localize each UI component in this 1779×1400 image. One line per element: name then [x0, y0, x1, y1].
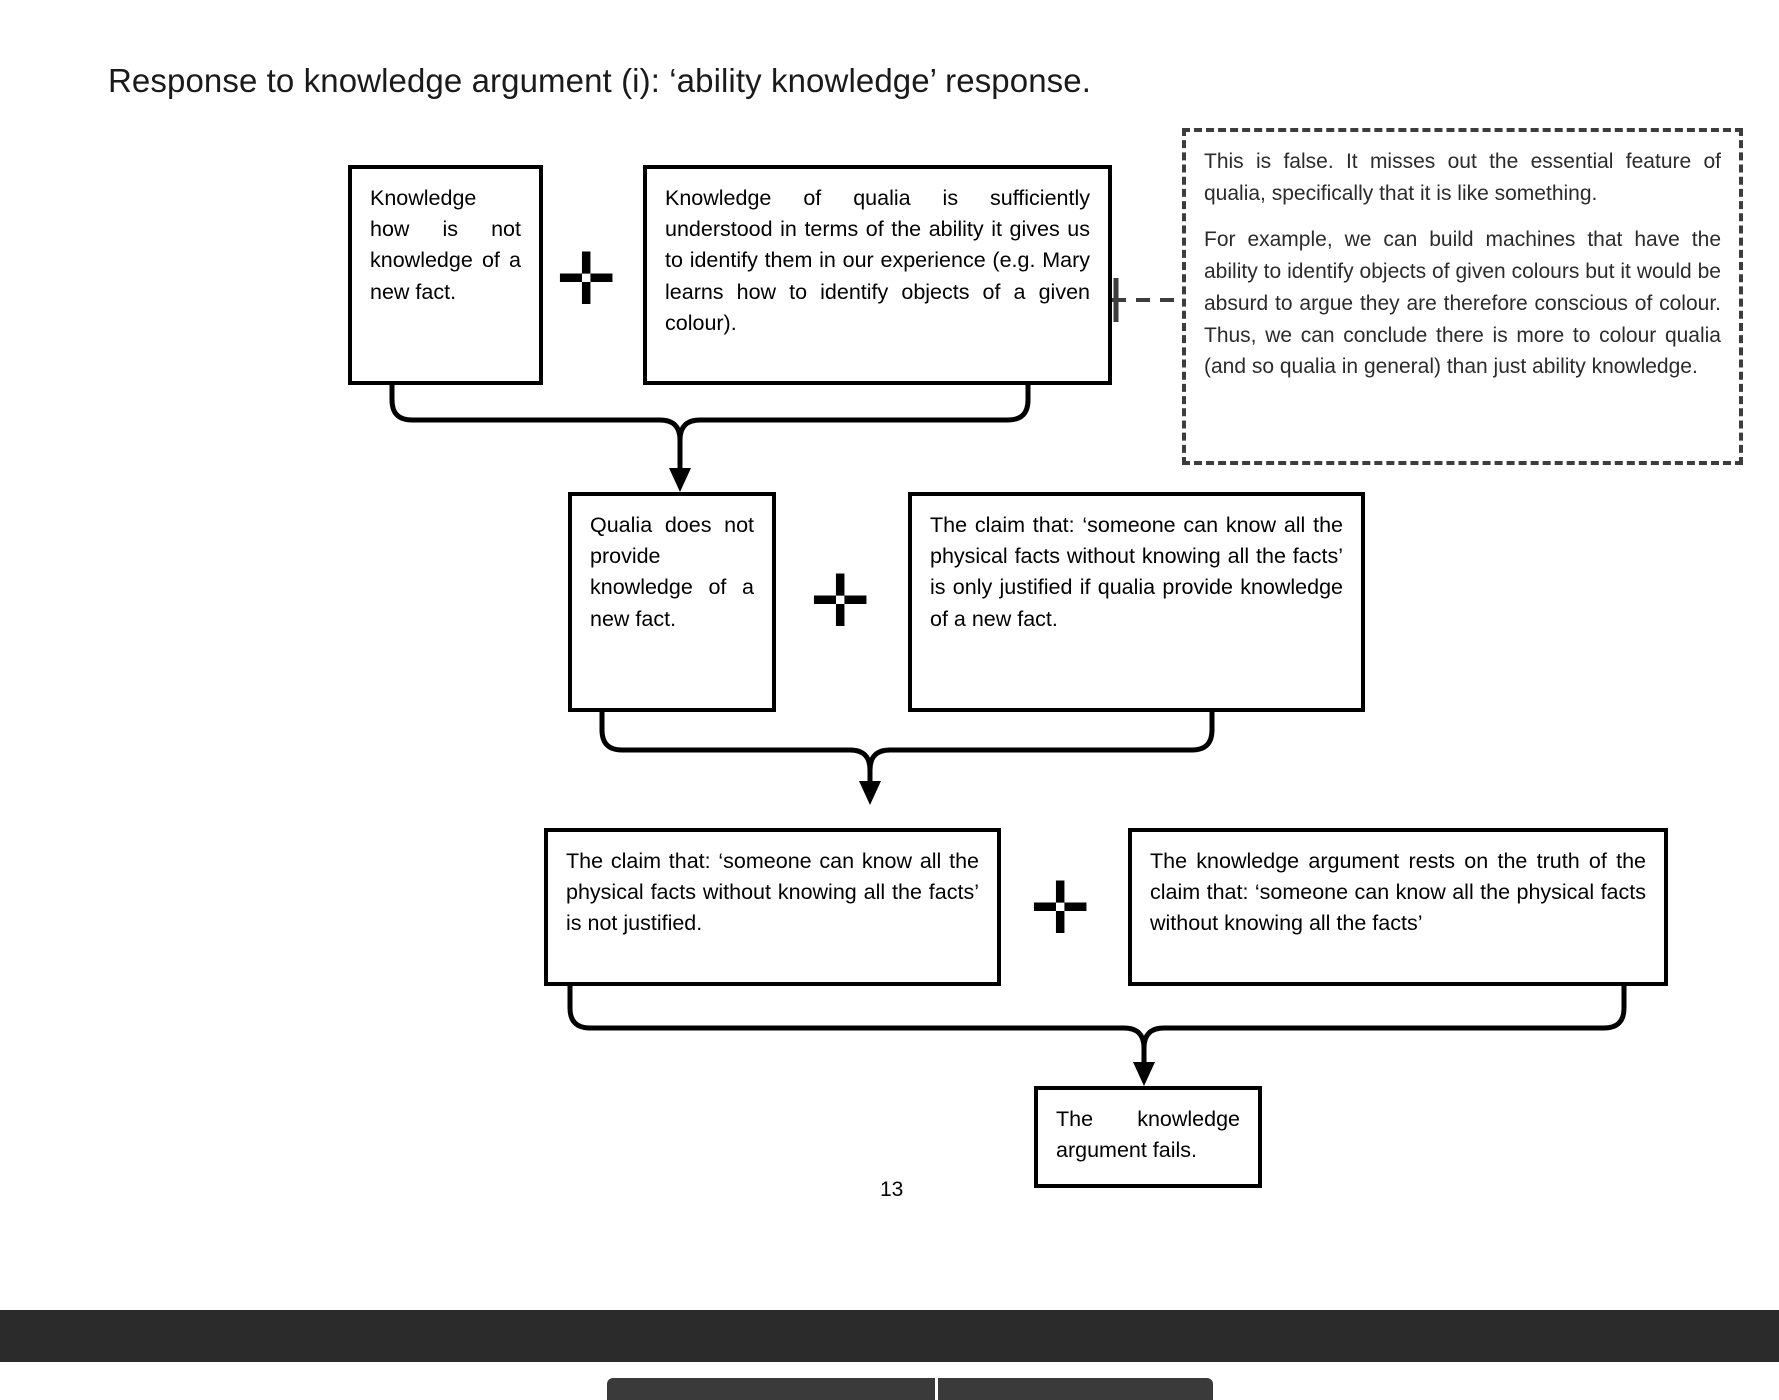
footer-bar [0, 1310, 1779, 1362]
node-conclusion-text: The knowledge argument fails. [1056, 1107, 1240, 1163]
node-claim-justified-if [908, 492, 1365, 712]
node-qualia-no-new-fact-text: Qualia does not provide knowledge of a new fact. [590, 513, 754, 631]
page-number: 13 [880, 1178, 904, 1201]
callout-evaluation [1182, 128, 1743, 465]
callout-paragraph-2: For example, we can build machines that have the ability to identify objects of given colours but it would be absurd to argue they are therefore conscious of colour. Thus, we can conclude there is more to colour qualia (and so qualia in general) than just ability knowledge. [1204, 227, 1721, 379]
plus-symbol-row2-1: ✛ [810, 559, 871, 643]
plus-symbol-row1-1: ✛ [556, 237, 617, 321]
page-title: Response to knowledge argument (i): ‘ability knowledge’ response. [108, 62, 1091, 99]
node-claim-not-justified [544, 828, 1001, 986]
node-claim-not-justified-text: The claim that: ‘someone can know all the physical facts without knowing all the facts’ is not justified. [566, 849, 979, 936]
node-claim-justified-if-text: The claim that: ‘someone can know all the physical facts without knowing all the facts’ is only justified if qualia provide knowledge of a new fact. [930, 513, 1343, 631]
node-knowledge-how-text: Knowledge how is not knowledge of a new fact. [370, 186, 521, 304]
plus-symbol-row3-1: ✛ [1030, 866, 1091, 950]
callout-paragraph-1: This is false. It misses out the essential feature of qualia, specifically that it is like something. [1204, 150, 1721, 205]
node-knowledge-how [348, 165, 543, 385]
node-argument-rests-on-text: The knowledge argument rests on the truth of the claim that: ‘someone can know all the physical facts without knowing all the facts’ [1150, 849, 1646, 936]
taskbar-window-group[interactable] [607, 1378, 1213, 1400]
node-qualia-ability [643, 165, 1112, 385]
taskbar-window-divider [935, 1378, 938, 1400]
node-conclusion [1034, 1086, 1262, 1188]
node-qualia-ability-text: Knowledge of qualia is sufficiently understood in terms of the ability it gives us to identify them in our experience (e.g. Mary learns how to identify objects of a given colour). [665, 186, 1090, 335]
node-argument-rests-on [1128, 828, 1668, 986]
node-qualia-no-new-fact [568, 492, 776, 712]
